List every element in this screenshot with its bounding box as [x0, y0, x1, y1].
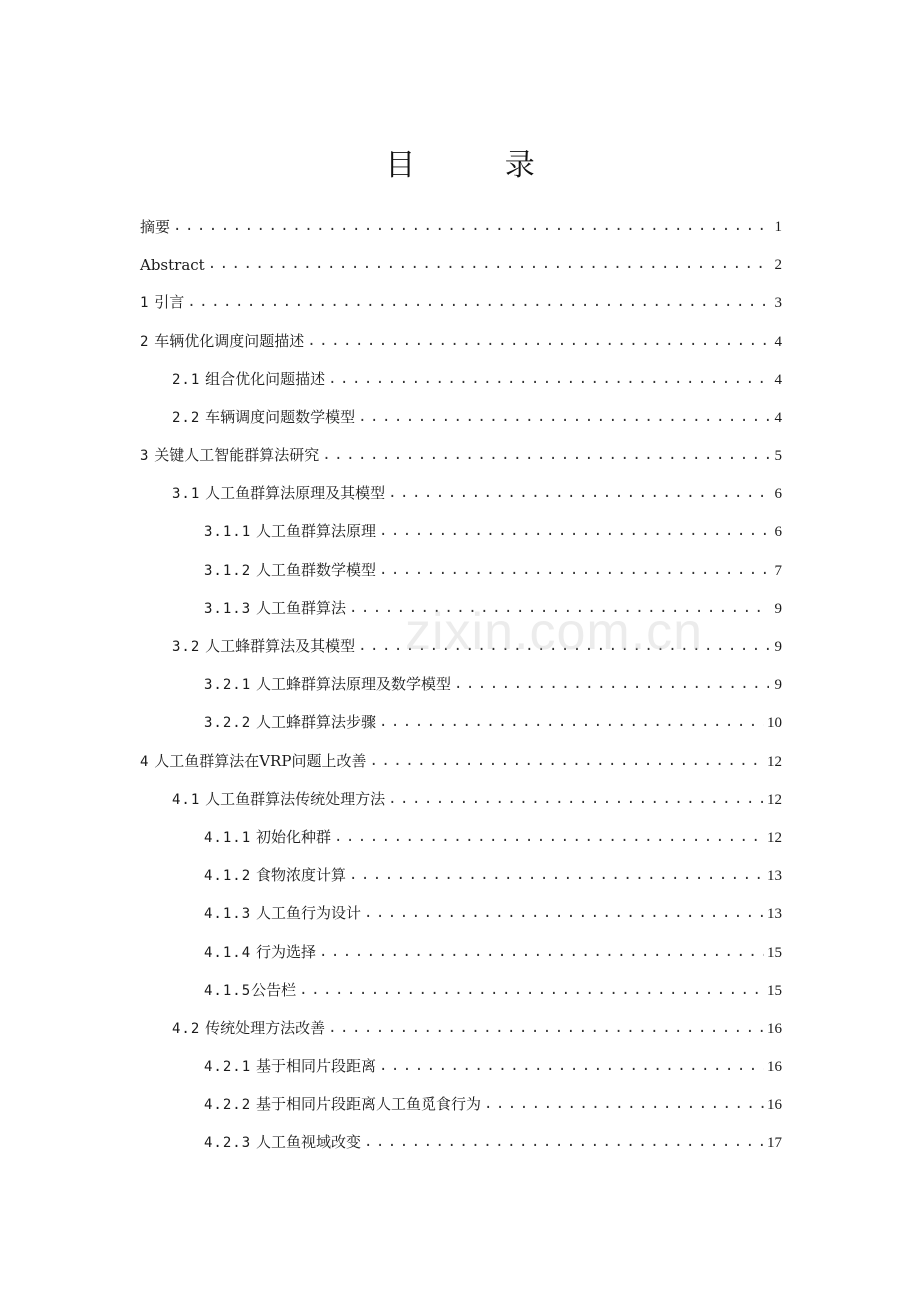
toc-page-number: 13: [767, 906, 782, 923]
toc-entry-label: [204, 551, 376, 590]
toc-entry-number: 4.2.1: [204, 1059, 252, 1076]
toc-entry-label: [140, 246, 205, 284]
toc-entry[interactable]: [140, 361, 782, 399]
toc-page-number: 10: [767, 715, 782, 732]
dot-leader: [358, 398, 769, 436]
toc-entry[interactable]: [140, 743, 782, 781]
toc-page-number: 17: [767, 1135, 782, 1152]
toc-entry-number: 2.1: [172, 371, 201, 388]
dot-leader: [388, 474, 769, 512]
dot-leader: [299, 971, 764, 1009]
toc-entry-text: 人工鱼视域改变: [255, 1133, 361, 1152]
toc-entry-text: 车辆优化调度问题描述: [154, 331, 305, 350]
toc-entry-label: [172, 474, 385, 513]
toc-entry-text: 人工鱼群算法原理: [255, 522, 376, 541]
toc-entry-text: 基于相同片段距离人工鱼觅食行为: [255, 1095, 481, 1114]
toc-entry-text: 人工蜂群算法原理及数学模型: [255, 675, 451, 694]
toc-entry-number: 4.1.3: [204, 906, 252, 923]
toc-entry-number: 4: [140, 753, 150, 770]
toc-entry-label: [204, 589, 346, 628]
toc-page-number: 2: [774, 257, 782, 274]
dot-leader: [328, 360, 769, 398]
toc-page-number: 16: [767, 1059, 782, 1076]
toc-entry-number: 3.2: [172, 639, 201, 656]
dot-leader: [364, 1123, 764, 1161]
toc-page-number: 5: [774, 448, 782, 465]
dot-leader: [364, 894, 764, 932]
dot-leader: [334, 818, 764, 856]
toc-entry[interactable]: [140, 895, 782, 933]
toc-entry-label: [140, 283, 184, 322]
toc-page-number: 15: [767, 944, 782, 961]
dot-leader: [379, 512, 769, 550]
toc-entry-number: 3.1: [172, 486, 201, 503]
toc-entry[interactable]: [140, 666, 782, 704]
toc-entry[interactable]: [140, 399, 782, 437]
dot-leader: [319, 933, 764, 971]
toc-entry-label: [204, 1085, 481, 1124]
toc-entry[interactable]: [140, 1086, 782, 1124]
table-of-contents: [140, 208, 782, 1163]
toc-page-number: 4: [774, 409, 782, 426]
toc-entry-text: 人工鱼群算法在VRP问题上改善: [154, 751, 367, 770]
toc-page-number: 13: [767, 868, 782, 885]
dot-leader: [388, 780, 764, 818]
toc-entry-text: 车辆调度问题数学模型: [205, 407, 356, 426]
toc-entry-label: [204, 512, 376, 551]
toc-page-number: 12: [767, 829, 782, 846]
toc-page-number: 4: [774, 333, 782, 350]
toc-entry-text: 传统处理方法改善: [205, 1018, 326, 1037]
toc-entry-number: 4.2.3: [204, 1135, 252, 1152]
toc-entry[interactable]: [140, 1048, 782, 1086]
toc-entry-text: 公告栏: [251, 980, 297, 999]
toc-entry-text: 引言: [154, 293, 185, 312]
toc-entry-text: 初始化种群: [255, 827, 331, 846]
toc-entry[interactable]: [140, 475, 782, 513]
toc-entry-number: 1: [140, 295, 150, 312]
dot-leader: [358, 627, 769, 665]
toc-page-number: 4: [774, 371, 782, 388]
toc-entry-label: [204, 703, 376, 742]
toc-entry-number: 4.1.2: [204, 868, 252, 885]
toc-entry[interactable]: [140, 628, 782, 666]
dot-leader: [349, 589, 769, 627]
dot-leader: [369, 742, 764, 780]
toc-page-number: 1: [774, 218, 782, 235]
toc-page-number: 9: [774, 600, 782, 617]
toc-entry[interactable]: [140, 590, 782, 628]
toc-entry-number: 4.2.2: [204, 1097, 252, 1114]
toc-entry-label: [204, 818, 331, 857]
toc-entry-label: [204, 665, 451, 704]
toc-entry[interactable]: [140, 781, 782, 819]
toc-entry-label: [204, 971, 296, 1010]
dot-leader: [379, 551, 769, 589]
toc-entry-number: 2: [140, 333, 150, 350]
toc-entry-label: [172, 1009, 325, 1048]
toc-entry-text: 基于相同片段距离: [255, 1057, 376, 1076]
toc-entry[interactable]: [140, 437, 782, 475]
toc-entry[interactable]: [140, 1010, 782, 1048]
dot-leader: [454, 665, 769, 703]
toc-page-number: 7: [774, 562, 782, 579]
page-title: 目 录: [385, 148, 575, 183]
toc-entry-label: [140, 436, 319, 475]
toc-entry-label: [204, 894, 361, 933]
toc-entry[interactable]: [140, 514, 782, 552]
dot-leader: [307, 322, 769, 360]
toc-entry-number: 3: [140, 448, 150, 465]
toc-entry-text: 人工鱼群算法传统处理方法: [205, 789, 386, 808]
dot-leader: [379, 1047, 764, 1085]
toc-entry-number: 3.1.2: [204, 562, 252, 579]
toc-entry[interactable]: [140, 552, 782, 590]
toc-page-number: 16: [767, 1097, 782, 1114]
toc-entry-label: [204, 933, 316, 972]
toc-entry-text: 人工鱼群数学模型: [255, 560, 376, 579]
dot-leader: [173, 207, 769, 245]
toc-entry-label: [204, 1047, 376, 1086]
toc-page-number: 3: [774, 295, 782, 312]
toc-entry-text: 人工鱼群算法原理及其模型: [205, 484, 386, 503]
toc-entry-text: 人工蜂群算法步骤: [255, 713, 376, 732]
toc-entry-number: 4.1: [172, 791, 201, 808]
toc-page-number: 6: [774, 524, 782, 541]
toc-entry-label: [204, 1123, 361, 1162]
dot-leader: [484, 1085, 764, 1123]
toc-entry-text: 组合优化问题描述: [205, 369, 326, 388]
watermark-logo: zixin.com.cn: [405, 603, 704, 661]
toc-page-number: 12: [767, 791, 782, 808]
toc-entry-number: 4.2: [172, 1020, 201, 1037]
toc-entry[interactable]: [140, 819, 782, 857]
toc-page-number: 15: [767, 982, 782, 999]
toc-entry-number: 3.2.1: [204, 677, 252, 694]
toc-entry[interactable]: [140, 934, 782, 972]
toc-entry-label: [172, 780, 385, 819]
toc-entry-number: 3.1.1: [204, 524, 252, 541]
toc-entry[interactable]: [140, 1125, 782, 1163]
toc-entry-text: 人工鱼行为设计: [255, 904, 361, 923]
toc-entry[interactable]: [140, 857, 782, 895]
toc-entry-text: 食物浓度计算: [255, 866, 346, 885]
toc-entry-text: Abstract: [140, 256, 205, 275]
toc-entry[interactable]: [140, 246, 782, 284]
toc-page-number: 16: [767, 1020, 782, 1037]
toc-entry[interactable]: [140, 972, 782, 1010]
toc-entry-number: 4.1.1: [204, 829, 252, 846]
toc-entry-label: [172, 360, 325, 399]
toc-entry-label: [204, 856, 346, 895]
toc-entry-text: 摘要: [140, 217, 171, 236]
toc-entry[interactable]: [140, 323, 782, 361]
toc-page-number: 9: [774, 677, 782, 694]
toc-entry-number: 4.1.4: [204, 944, 252, 961]
dot-leader: [322, 436, 769, 474]
toc-entry[interactable]: [140, 704, 782, 742]
toc-entry[interactable]: [140, 284, 782, 322]
toc-entry-text: 人工蜂群算法及其模型: [205, 637, 356, 656]
toc-entry-number: 4.1.5: [204, 982, 252, 999]
dot-leader: [187, 283, 769, 321]
toc-entry-text: 行为选择: [255, 942, 316, 961]
toc-entry-label: [140, 322, 304, 361]
toc-entry-text: 关键人工智能群算法研究: [154, 446, 320, 465]
dot-leader: [328, 1009, 764, 1047]
toc-entry-label: [140, 208, 170, 246]
toc-entry-text: 人工鱼群算法: [255, 598, 346, 617]
toc-entry-label: [172, 627, 355, 666]
toc-entry-label: [172, 398, 355, 437]
toc-entry[interactable]: [140, 208, 782, 246]
dot-leader: [349, 856, 764, 894]
dot-leader: [379, 703, 764, 741]
toc-entry-number: 3.1.3: [204, 600, 252, 617]
toc-page-number: 9: [774, 639, 782, 656]
toc-page-number: 12: [767, 753, 782, 770]
toc-entry-number: 3.2.2: [204, 715, 252, 732]
dot-leader: [208, 245, 769, 283]
toc-entry-label: [140, 742, 366, 781]
toc-entry-number: 2.2: [172, 409, 201, 426]
toc-page-number: 6: [774, 486, 782, 503]
